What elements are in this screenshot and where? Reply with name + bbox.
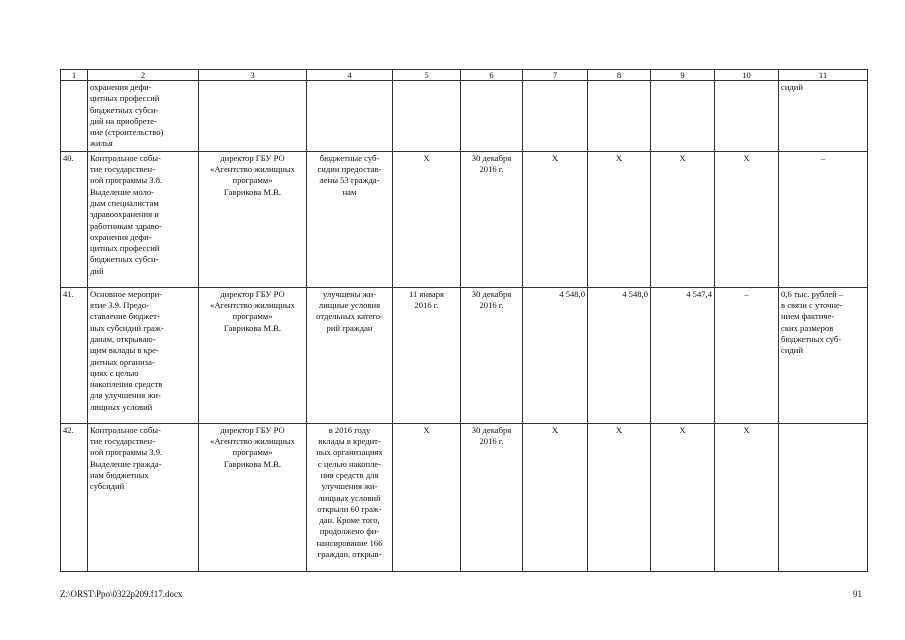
col-8-value: 4 548,0 bbox=[588, 287, 651, 423]
col-10-value: – bbox=[715, 287, 779, 423]
data-table bbox=[60, 69, 868, 572]
start-date: 11 января 2016 г. bbox=[393, 287, 461, 423]
header-cell: 11 bbox=[779, 70, 868, 81]
event-name: охранения дефи- цитных профессий бюджетных субси- дий на приобрете- ние (строительство) жилья bbox=[88, 81, 199, 152]
col-10-value: Х bbox=[715, 151, 779, 287]
table-header-row bbox=[61, 70, 868, 81]
row-number: 42. bbox=[61, 423, 88, 571]
col-7-value: Х bbox=[523, 423, 588, 571]
end-date: 30 декабря 2016 г. bbox=[461, 151, 523, 287]
result: в 2016 году вклады в кредит- ных организациях с целью накопле- ния средств для улучшения жи- лищных условий открыли 60 граж- дан. Кроме того, продолжено фи- нансирование 166 граждан, открыв- bbox=[307, 423, 393, 571]
col-8-value: Х bbox=[588, 423, 651, 571]
result bbox=[307, 81, 393, 152]
responsible bbox=[199, 81, 307, 152]
table-row bbox=[61, 151, 868, 287]
start-date: Х bbox=[393, 423, 461, 571]
note bbox=[779, 423, 868, 571]
note: 0,6 тыс. рублей – в связи с уточне- нием фактиче- ских размеров бюджетных суб- сидий bbox=[779, 287, 868, 423]
start-date bbox=[393, 81, 461, 152]
header-cell: 9 bbox=[651, 70, 715, 81]
footer-page-number: 91 bbox=[853, 589, 862, 599]
footer-file-path: Z:\ORST\Ppo\0322p209.f17.docx bbox=[60, 589, 183, 599]
responsible: директор ГБУ РО «Агентство жилищных программ» Гаврикова М.В. bbox=[199, 287, 307, 423]
row-number bbox=[61, 81, 88, 152]
responsible: директор ГБУ РО «Агентство жилищных программ» Гаврикова М.В. bbox=[199, 151, 307, 287]
table-row bbox=[61, 423, 868, 571]
result: бюджетные суб- сидии предостав- лены 53 гражда- нам bbox=[307, 151, 393, 287]
col-9-value: Х bbox=[651, 423, 715, 571]
row-number: 41. bbox=[61, 287, 88, 423]
end-date bbox=[461, 81, 523, 152]
table-row bbox=[61, 81, 868, 152]
col-10-value bbox=[715, 81, 779, 152]
end-date: 30 декабря 2016 г. bbox=[461, 423, 523, 571]
header-cell: 2 bbox=[88, 70, 199, 81]
end-date: 30 декабря 2016 г. bbox=[461, 287, 523, 423]
table-row bbox=[61, 287, 868, 423]
header-cell: 6 bbox=[461, 70, 523, 81]
note: сидий bbox=[779, 81, 868, 152]
header-cell: 5 bbox=[393, 70, 461, 81]
start-date: Х bbox=[393, 151, 461, 287]
col-8-value: Х bbox=[588, 151, 651, 287]
col-9-value: 4 547,4 bbox=[651, 287, 715, 423]
row-number: 40. bbox=[61, 151, 88, 287]
col-7-value: 4 548,0 bbox=[523, 287, 588, 423]
result: улучшены жи- лищные условия отдельных катего- рий граждан bbox=[307, 287, 393, 423]
event-name: Контрольное собы- тие государствен- ной программы 3.9. Выделение гражда- нам бюджетных субсидий bbox=[88, 423, 199, 571]
col-10-value: Х bbox=[715, 423, 779, 571]
col-8-value bbox=[588, 81, 651, 152]
header-cell: 7 bbox=[523, 70, 588, 81]
note: – bbox=[779, 151, 868, 287]
event-name: Основное меропри- ятие 3.9. Предо- ставление бюджет- ных субсидий граж- данам, открываю- щим вклады в кре- дитных организа- циях с целью накопления средств для улучшения жи- лищных условий bbox=[88, 287, 199, 423]
col-7-value: Х bbox=[523, 151, 588, 287]
header-cell: 3 bbox=[199, 70, 307, 81]
header-cell: 4 bbox=[307, 70, 393, 81]
col-7-value bbox=[523, 81, 588, 152]
header-cell: 10 bbox=[715, 70, 779, 81]
responsible: директор ГБУ РО «Агентство жилищных программ» Гаврикова М.В. bbox=[199, 423, 307, 571]
col-9-value bbox=[651, 81, 715, 152]
event-name: Контрольное собы- тие государствен- ной программы 3.8. Выделение моло- дым специалистам здравоохранения и работникам здраво- охранения дефи- цитных профессий бюджетных субси- дий bbox=[88, 151, 199, 287]
header-cell: 8 bbox=[588, 70, 651, 81]
header-cell: 1 bbox=[61, 70, 88, 81]
col-9-value: Х bbox=[651, 151, 715, 287]
